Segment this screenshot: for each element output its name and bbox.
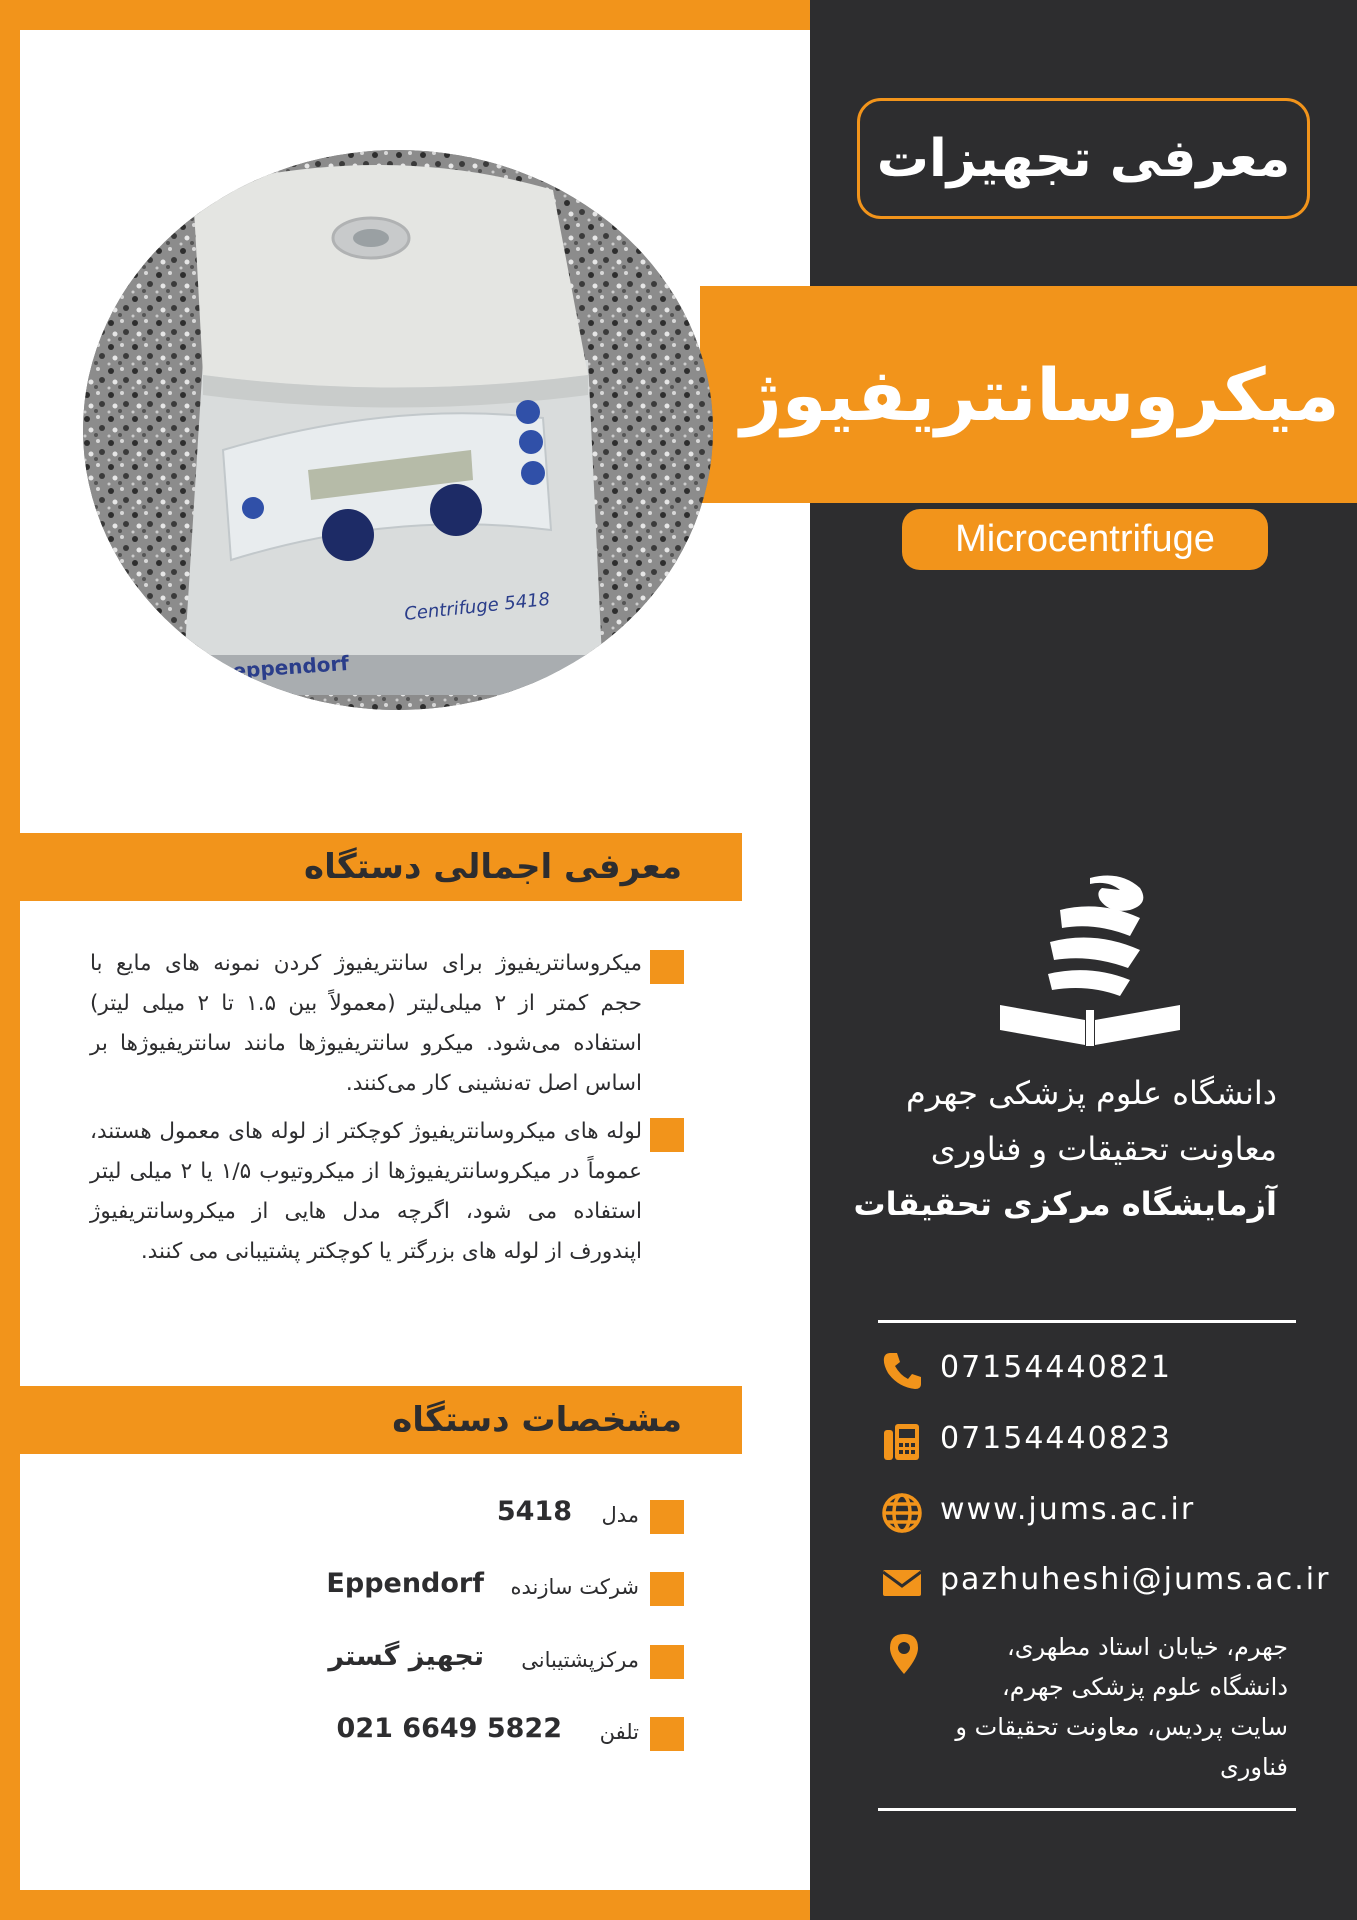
university-name: دانشگاه علوم پزشکی جهرم: [905, 1074, 1277, 1112]
website-link[interactable]: www.jums.ac.ir: [940, 1492, 1196, 1527]
device-model-label: Centrifuge 5418: [403, 588, 552, 625]
divider: [878, 1320, 1296, 1323]
spec-label-model: مدل: [601, 1503, 639, 1527]
lab-name: آزمایشگاه مرکزی تحقیقات: [853, 1185, 1277, 1223]
spec-label-support: مرکزپشتیبانی: [521, 1648, 639, 1672]
mail-icon: [880, 1561, 924, 1605]
university-logo-icon: [990, 870, 1190, 1050]
device-title: میکروسانتریفیوژ: [740, 352, 1340, 437]
spec-value-support: تجهیز گستر: [328, 1641, 484, 1672]
bullet-icon: [650, 1118, 684, 1152]
bullet-icon: [650, 1572, 684, 1606]
bullet-icon: [650, 1500, 684, 1534]
spec-value-phone: 021 6649 5822: [336, 1713, 562, 1744]
fax-icon: [880, 1420, 924, 1464]
overview-heading-bar: [20, 833, 742, 901]
overview-paragraph-2: لوله های میکروسانتریفیوژ کوچکتر از لوله های معمول هستند، عموماً در میکروسانتریفیوژها از میکروتیوب ۱/۵ یا ۲ میلی لیتر استفاده می شود، اگرچه مدل هایی از میکروسانتریفیوژ اپندورف از لوله های بزرگتر یا کوچکتر پشتیبانی می کنند.: [90, 1119, 643, 1264]
spec-value-manufacturer: Eppendorf: [326, 1568, 484, 1599]
specs-heading: مشخصات دستگاه: [392, 1400, 682, 1440]
address-text: جهرم، خیابان استاد مطهری، دانشگاه علوم پزشکی جهرم، سایت پردیس، معاونت تحقیقات و فناوری: [955, 1633, 1288, 1781]
overview-paragraph-1: میکروسانتریفیوژ برای سانتریفیوژ کردن نمونه های مایع با حجم کمتر از ۲ میلی‌لیتر (معمولاً بین ۱.۵ تا ۲ میلی لیتر) استفاده می‌شود. میکرو سانتریفیوژها مانند سانتریفیوژها بر اساس اصل ته‌نشینی کار می‌کنند.: [90, 951, 643, 1096]
bullet-icon: [650, 1645, 684, 1679]
deputy-name: معاونت تحقیقات و فناوری: [930, 1130, 1277, 1168]
spec-label-phone: تلفن: [599, 1720, 639, 1744]
bullet-icon: [650, 950, 684, 984]
spec-value-model: 5418: [496, 1496, 572, 1527]
email-link[interactable]: pazhuheshi@jums.ac.ir: [940, 1562, 1331, 1597]
phone-number[interactable]: 07154440821: [940, 1350, 1172, 1385]
fax-number[interactable]: 07154440823: [940, 1421, 1172, 1456]
bullet-icon: [650, 1717, 684, 1751]
globe-icon: [880, 1491, 924, 1535]
specs-heading-bar: [20, 1386, 742, 1454]
location-icon: [882, 1632, 926, 1676]
header-badge: معرفی تجهیزات: [857, 98, 1310, 219]
divider: [878, 1808, 1296, 1811]
device-title-en: Microcentrifuge: [902, 509, 1268, 570]
device-brand-label: eppendorf: [231, 650, 350, 683]
overview-heading: معرفی اجمالی دستگاه: [304, 847, 682, 887]
device-photo: [83, 150, 713, 710]
phone-icon: [880, 1349, 924, 1393]
spec-label-manufacturer: شرکت سازنده: [510, 1575, 639, 1599]
